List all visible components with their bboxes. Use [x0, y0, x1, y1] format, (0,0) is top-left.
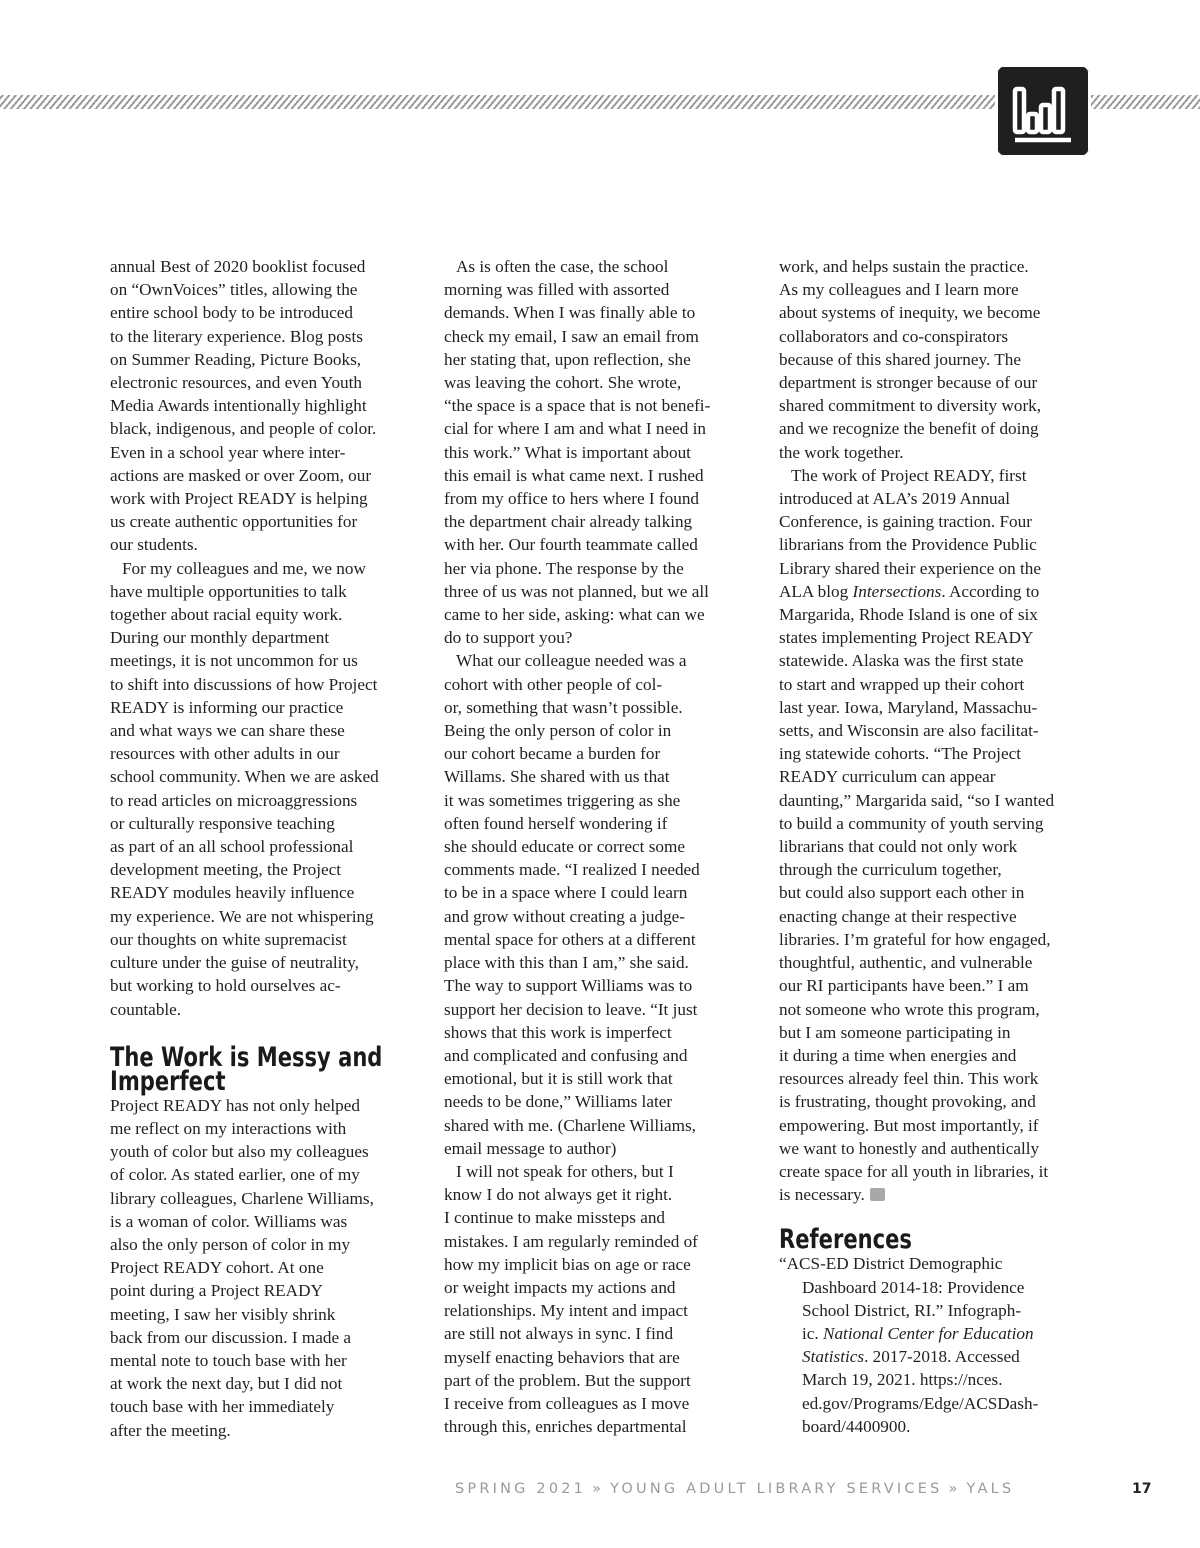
bar-chart-icon: [998, 67, 1088, 155]
page-number: 17: [1132, 1481, 1152, 1497]
paragraph: As is often the case, the school morning was filled with assorted demands. When I was finally able to check my email, I saw an email from her stating that, upon reflection, she was leaving the cohort. She wrote, “the space is a space that is not benefi- cial for where I am and what I need in this work.” What is important about this email is what came next. I rushed from my office to hers where I found the department chair already talking with her. Our fourth teammate called her via phone. The response by the three of us was not planned, but we all came to her side, asking: what can we do to support you?: [444, 257, 711, 648]
reference-entry: [779, 1252, 1097, 1438]
blog-title: Intersections: [852, 581, 942, 601]
paragraph: I will not speak for others, but I know I do not always get it right. I continue to make missteps and mistakes. I am regularly reminded of how my implicit bias on age or race or weight impacts my actions and relationships. My intent and impact are still not always in sync. I find myself enacting behaviors that are part of the problem. But the support I receive from colleagues as I move through this, enriches departmental: [444, 1161, 698, 1437]
footer-abbr: YALS: [966, 1481, 1015, 1497]
footer-publication: YOUNG ADULT LIBRARY SERVICES: [610, 1481, 943, 1497]
article-column-2: [444, 255, 762, 1438]
footer-separator: »: [948, 1481, 961, 1497]
paragraph: What our colleague needed was a cohort with other people of col- or, something that wasn’t possible. Being the only person of color in our cohort became a burden for Willams. She shared with us that it was sometimes triggering as she often found herself wondering if she should educate or correct some comments made. “I realized I needed to be in a space where I could learn and grow without creating a judge- mental space for others at a different place with this than I am,” she said. The way to support Williams was to support her decision to leave. “It just shows that this work is imperfect and complicated and confusing and emotional, but it is still work that needs to be done,” Williams later shared with me. (Charlene Williams, email message to author): [444, 651, 700, 1158]
paragraph: For my colleagues and me, we now have multiple opportunities to talk together about racial equity work. During our monthly department meetings, it is not uncommon for us to shift into discussions of how Project READY is informing our practice and what ways we can share these resources with other adults in our school community. When we are asked to read articles on microaggressions or culturally responsive teaching as part of an all school professional development meeting, the Project READY modules heavily influence my experience. We are not whispering our thoughts on white supremacist culture under the guise of neutrality, but working to hold ourselves ac- countable.: [110, 558, 379, 1019]
source-title: National Center for Education Statistics: [802, 1323, 1034, 1367]
section-heading: The Work is Messy and Imperfect: [110, 1041, 383, 1097]
reference-continuation: [779, 1276, 1097, 1438]
text-run: Dashboard 2014-18: Providence School District, RI.” Infograph- ic.: [802, 1277, 1025, 1343]
article-column-3: [779, 255, 1097, 1438]
footer-season: SPRING 2021: [455, 1481, 587, 1497]
references-heading: References: [779, 1224, 912, 1256]
text-run: . According to Margarida, Rhode Island is one of six states implementing Project READY statewide. Alaska was the first state to start and wrapped up their cohort last year. Iowa, Maryland, Massachu- setts, and Wisconsin are also facilitat- ing statewide cohorts. “The Project READY curriculum can appear daunting,” Margarida said, “so I wanted to build a community of youth serving librarians that could not only work through the curriculum together, but could also support each other in enacting change at their respective libraries. I’m grateful for how engaged, thoughtful, authentic, and vulnerable our RI participants have been.” I am not someone who wrote this program, but I am someone participating in it during a time when energies and resources already feel thin. This work is frustrating, thought provoking, and empowering. But most importantly, if we want to honestly and authentically create space for all youth in libraries, it is necessary.: [779, 581, 1055, 1205]
article-column-1: [110, 255, 428, 1442]
paragraph: [779, 464, 1097, 1207]
text-run: . 2017-2018. Accessed March 19, 2021. https://nces. ed.gov/Programs/Edge/ACSDash- board/4400900.: [802, 1347, 1039, 1436]
page-footer: [455, 1481, 1014, 1497]
section-badge: [995, 64, 1091, 158]
paragraph: Project READY has not only helped me reflect on my interactions with youth of color but also my colleagues of color. As stated earlier, one of my library colleagues, Charlene Williams, is a woman of color. Williams was also the only person of color in my Project READY cohort. At one point during a Project READY meeting, I saw her visibly shrink back from our discussion. I made a mental note to touch base with her at work the next day, but I did not touch base with her immediately after the meeting.: [110, 1095, 374, 1440]
footer-separator: »: [592, 1481, 605, 1497]
text-run: “ACS-ED District Demographic: [779, 1254, 1003, 1274]
paragraph: annual Best of 2020 booklist focused on “OwnVoices” titles, allowing the entire school body to be introduced to the literary experience. Blog posts on Summer Reading, Picture Books, electronic resources, and even Youth Media Awards intentionally highlight black, indigenous, and people of color. Even in a school year where inter- actions are masked or over Zoom, our work with Project READY is helping us create authentic opportunities for our students.: [110, 257, 377, 555]
end-of-article-mark: [870, 1188, 885, 1201]
paragraph: work, and helps sustain the practice. As my colleagues and I learn more about systems of inequity, we become collaborators and co-conspirators because of this shared journey. The department is stronger because of our shared commitment to diversity work, and we recognize the benefit of doing the work together.: [779, 257, 1042, 462]
text-run: The work of Project READY, first introduced at ALA’s 2019 Annual Conference, is gaining traction. Four librarians from the Providence Public Library shared their experience on the ALA blog: [779, 465, 1041, 601]
